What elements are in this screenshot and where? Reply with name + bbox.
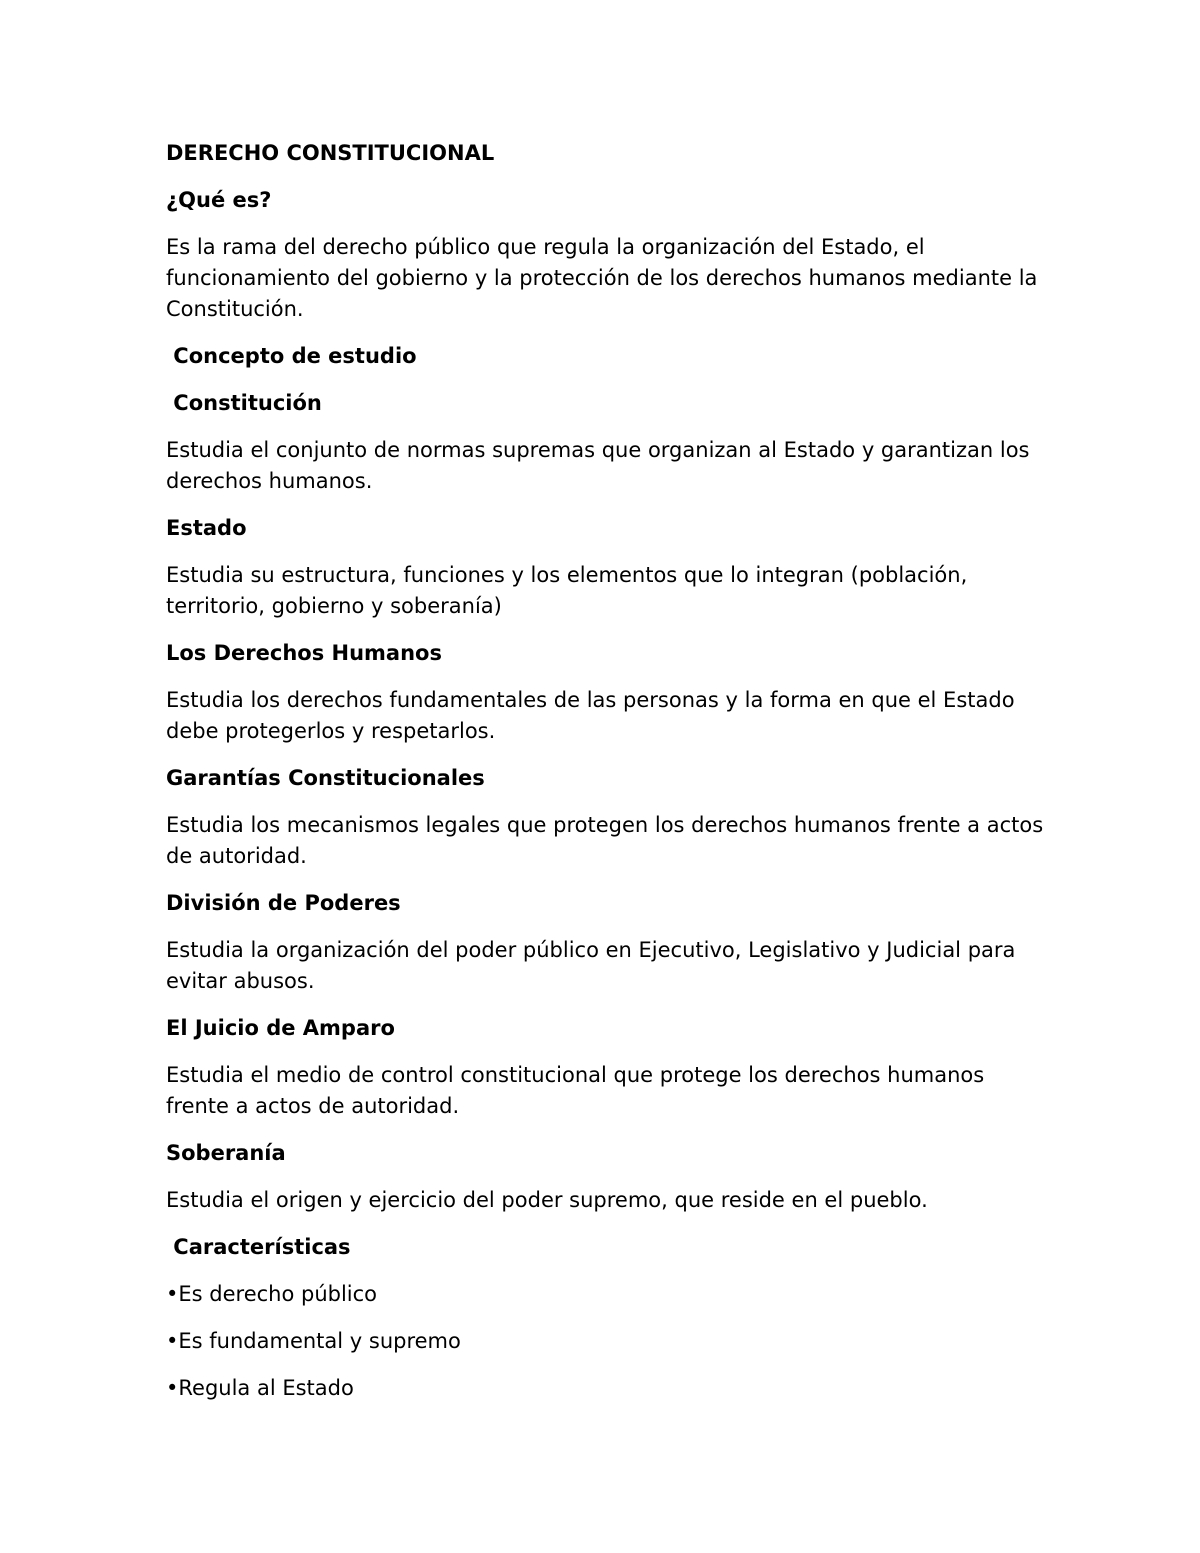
characteristic-item: •Regula al Estado bbox=[166, 1376, 354, 1400]
section-text-derechos-humanos: Estudia los derechos fundamentales de las personas y la forma en que el Estado debe protegerlos y respetarlos. bbox=[166, 688, 1015, 743]
section-text-division-poderes: Estudia la organización del poder público en Ejecutivo, Legislativo y Judicial para evitar abusos. bbox=[166, 938, 1016, 993]
section-text-garantias: Estudia los mecanismos legales que protegen los derechos humanos frente a actos de autoridad. bbox=[166, 813, 1044, 868]
document-title: DERECHO CONSTITUCIONAL bbox=[166, 141, 495, 165]
characteristics-heading: Características bbox=[166, 1235, 351, 1259]
concept-heading: Concepto de estudio bbox=[166, 344, 417, 368]
section-text-estado: Estudia su estructura, funciones y los elementos que lo integran (población, territorio, gobierno y soberanía) bbox=[166, 563, 968, 618]
section-text-juicio-amparo: Estudia el medio de control constitucional que protege los derechos humanos frente a actos de autoridad. bbox=[166, 1063, 985, 1118]
document-page bbox=[166, 138, 1046, 1420]
section-heading-soberania: Soberanía bbox=[166, 1141, 286, 1165]
characteristic-item: •Es derecho público bbox=[166, 1282, 378, 1306]
characteristic-item: •Es fundamental y supremo bbox=[166, 1329, 461, 1353]
section-heading-estado: Estado bbox=[166, 516, 247, 540]
what-heading: ¿Qué es? bbox=[166, 188, 272, 212]
section-heading-derechos-humanos: Los Derechos Humanos bbox=[166, 641, 442, 665]
section-heading-juicio-amparo: El Juicio de Amparo bbox=[166, 1016, 395, 1040]
section-text-constitucion: Estudia el conjunto de normas supremas que organizan al Estado y garantizan los derechos humanos. bbox=[166, 438, 1030, 493]
section-heading-constitucion: Constitución bbox=[166, 391, 322, 415]
section-heading-division-poderes: División de Poderes bbox=[166, 891, 401, 915]
section-text-soberania: Estudia el origen y ejercicio del poder supremo, que reside en el pueblo. bbox=[166, 1188, 928, 1212]
what-text: Es la rama del derecho público que regula la organización del Estado, el funcionamiento del gobierno y la protección de los derechos humanos mediante la Constitución. bbox=[166, 235, 1038, 321]
section-heading-garantias: Garantías Constitucionales bbox=[166, 766, 485, 790]
